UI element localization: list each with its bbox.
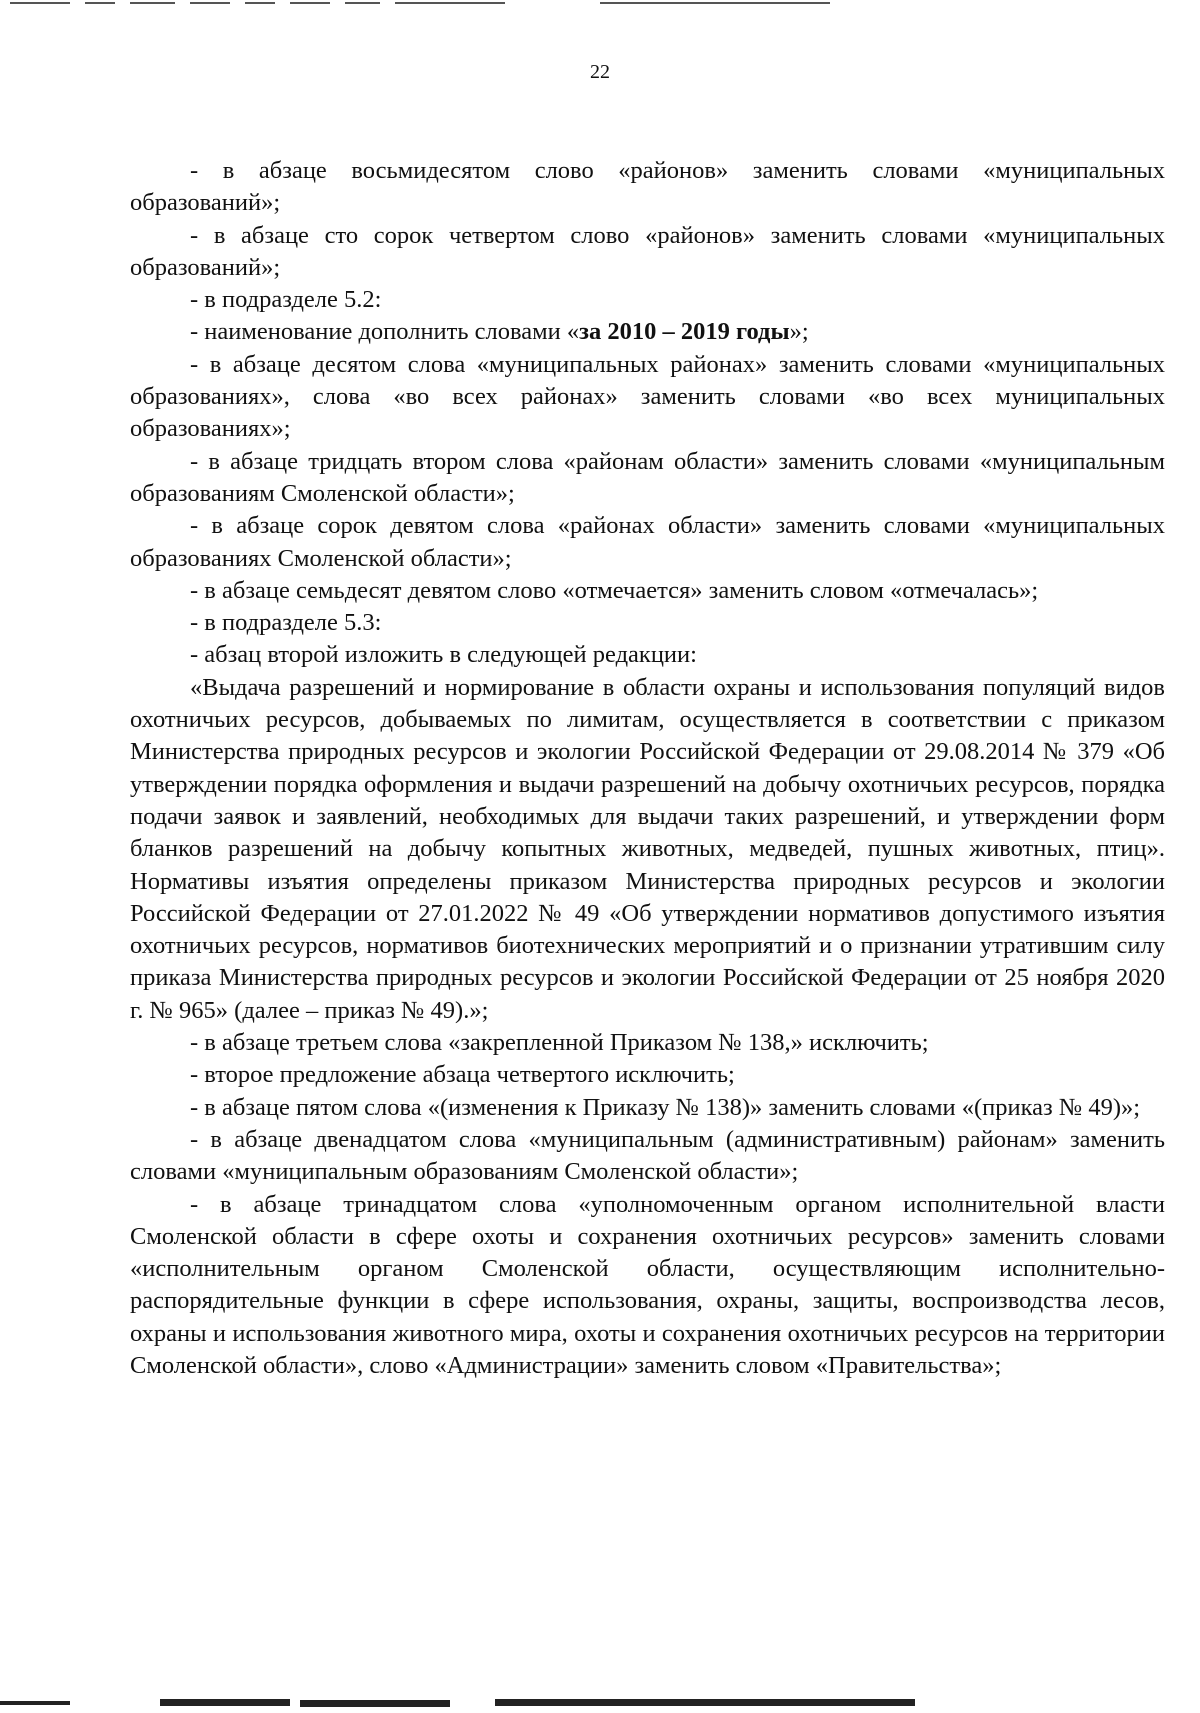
paragraph: - в подразделе 5.3: <box>190 609 382 637</box>
document-body <box>130 155 1165 1382</box>
paragraph: - в абзаце сорок девятом слова «районах области» заменить словами «муниципальных образованиях Смоленской области»; <box>130 512 1165 572</box>
scan-edge-bottom <box>0 1693 1200 1713</box>
paragraph: - в абзаце восьмидесятом слово «районов» заменить словами «муниципальных образований»; <box>130 157 1165 217</box>
quoted-paragraph: «Выдача разрешений и нормирование в области охраны и использования популяций видов охотничьих ресурсов, добываемых по лимитам, осуществляется в соответствии с приказом Министерства природных ресурсов и экологии Российской Федерации от 29.08.2014 № 379 «Об утверждении порядка оформления и выдачи разрешений на добычу охотничьих ресурсов, порядка подачи заявок и заявлений, необходимых для выдачи таких разрешений, и утверждении форм бланков разрешений на добычу копытных животных, медведей, пушных животных, птиц». Нормативы изъятия определены приказом Министерства природных ресурсов и экологии Российской Федерации от 27.01.2022 № 49 «Об утверждении нормативов допустимого изъятия охотничьих ресурсов, нормативов биотехнических мероприятий и о признании утратившим силу приказа Министерства природных ресурсов и экологии Российской Федерации от 25 ноября 2020 г. № 965» (далее – приказ № 49).»; <box>130 673 1165 1024</box>
paragraph: - абзац второй изложить в следующей редакции: <box>190 641 697 669</box>
paragraph: - в абзаце семьдесят девятом слово «отмечается» заменить словом «отмечалась»; <box>190 576 1039 604</box>
paragraph <box>130 316 1165 348</box>
paragraph: - второе предложение абзаца четвертого исключить; <box>190 1061 735 1089</box>
bold-phrase: за 2010 – 2019 годы <box>579 318 790 346</box>
page-number: 22 <box>590 61 610 83</box>
paragraph: - в абзаце двенадцатом слова «муниципальным (административным) районам» заменить словами «муниципальным образованиям Смоленской области»; <box>130 1125 1165 1186</box>
paragraph: - в подразделе 5.2: <box>190 286 382 314</box>
paragraph-text: »; <box>789 318 809 346</box>
scan-edge-top <box>0 0 1200 6</box>
paragraph-text: - наименование дополнить словами « <box>190 318 580 346</box>
paragraph: - в абзаце тринадцатом слова «уполномоченным органом исполнительной власти Смоленской области в сфере охоты и сохранения охотничьих ресурсов» заменить словами «исполнительным органом Смоленской области, осуществляющим исполнительно-распорядительные функции в сфере использования, охраны, защиты, воспроизводства лесов, охраны и использования животного мира, охоты и сохранения охотничьих ресурсов на территории Смоленской области», слово «Администрации» заменить словом «Правительства»; <box>130 1190 1165 1379</box>
paragraph: - в абзаце тридцать втором слова «районам области» заменить словами «муниципальным образованиям Смоленской области»; <box>130 447 1165 507</box>
paragraph: - в абзаце третьем слова «закрепленной Приказом № 138,» исключить; <box>190 1029 929 1057</box>
paragraph: - в абзаце десятом слова «муниципальных районах» заменить словами «муниципальных образованиях», слова «во всех районах» заменить словами «во всех муниципальных образованиях»; <box>130 350 1165 443</box>
paragraph: - в абзаце сто сорок четвертом слово «районов» заменить словами «муниципальных образований»; <box>130 221 1165 281</box>
paragraph: - в абзаце пятом слова «(изменения к Приказу № 138)» заменить словами «(приказ № 49)»; <box>190 1093 1141 1121</box>
